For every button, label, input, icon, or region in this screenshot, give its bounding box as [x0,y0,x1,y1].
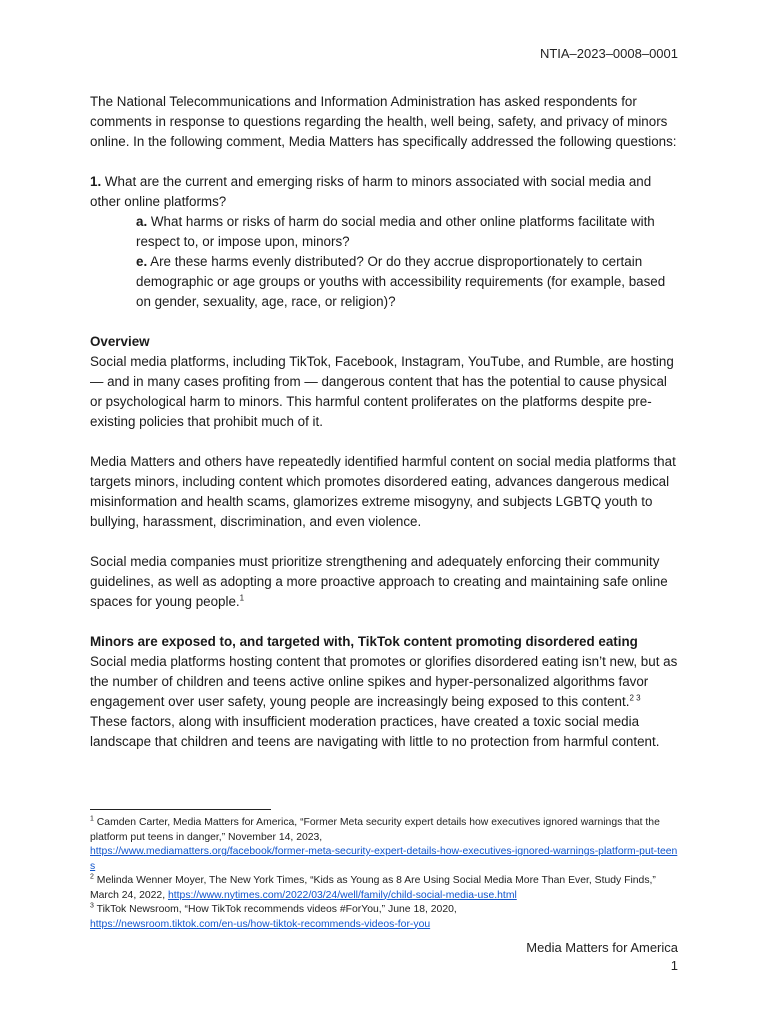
section-paragraph-1 [90,652,680,752]
section-paragraph-1b: These factors, along with insufficient moderation practices, have created a toxic social media landscape that children and teens are navigating with little to no protection from harmful content. [90,714,660,749]
overview-paragraph-3-text: Social media companies must prioritize strengthening and adequately enforcing their community guidelines, as well as adopting a more proactive approach to creating and maintaining safe online spaces for young people. [90,554,668,609]
intro-paragraph: The National Telecommunications and Information Administration has asked respondents for comments in response to questions regarding the health, well being, safety, and privacy of minors online. In the following comment, Media Matters has specifically addressed the following questions: [90,94,677,149]
footnote-2-link[interactable]: https://www.nytimes.com/2022/03/24/well/family/child-social-media-use.html [167,889,517,901]
overview-paragraph-3 [90,552,680,612]
footnotes [90,816,680,932]
footer-organization: Media Matters for America [526,940,678,955]
footnote-3-text: TikTok Newsroom, “How TikTok recommends videos #ForYou,” June 18, 2020, [96,904,457,915]
footnote-divider [90,809,271,810]
page-number: 1 [670,958,678,973]
question-1e [90,252,680,312]
overview-paragraph-1: Social media platforms, including TikTok, Facebook, Instagram, YouTube, and Rumble, are hosting — and in many cases profiting from — dangerous content that has the potential to cause physical or psychological harm to minors. This harmful content proliferates on the platforms despite pre-existing policies that prohibit much of it. [90,354,674,429]
question-1e-label: e. [136,254,148,269]
question-1-number: 1. [90,174,102,189]
footnote-3-link[interactable]: https://newsroom.tiktok.com/en-us/how-tiktok-recommends-videos-for-you [90,918,431,930]
footnote-3-number: 3 [90,902,94,910]
question-1a [90,212,680,252]
overview-paragraph-2: Media Matters and others have repeatedly identified harmful content on social media platforms that targets minors, including content which promotes disordered eating, advances dangerous medical misinformation and health scams, glamorizes extreme misogyny, and subjects LGBTQ youth to bullying, harassment, discrimination, and even violence. [90,454,676,529]
question-1a-label: a. [136,214,148,229]
section-heading-disordered-eating: Minors are exposed to, and targeted with, TikTok content promoting disordered eating [90,634,638,649]
footnote-2-number: 2 [90,873,94,881]
section-paragraph-1a: Social media platforms hosting content that promotes or glorifies disordered eating isn’t new, but as the number of children and teens active online spikes and hyper-personalized algorithms favor engagement over user safety, young people are increasingly being exposed to this content. [90,654,678,709]
footnote-1 [90,816,680,874]
footnote-1-number: 1 [90,815,94,823]
footnote-1-link[interactable]: https://www.mediamatters.org/facebook/former-meta-security-expert-details-how-executives-ignored-warnings-platform-put-teens [90,846,678,872]
footnote-3 [90,903,680,932]
footnote-ref-2-3[interactable]: 2 3 [629,693,641,703]
question-1 [90,172,680,212]
document-id: NTIA–2023–0008–0001 [539,46,678,61]
footnote-1-text: Camden Carter, Media Matters for America, “Former Meta security expert details how executives ignored warnings that the platform put teens in danger,” November 14, 2023, [90,817,660,843]
question-1-text: What are the current and emerging risks of harm to minors associated with social media and other online platforms? [90,174,652,209]
footnote-2-text: Melinda Wenner Moyer, The New York Times, “Kids as Young as 8 Are Using Social Media More Than Ever, Study Finds,” March 24, 2022, [90,875,656,901]
overview-heading: Overview [90,334,150,349]
question-1e-text: Are these harms evenly distributed? Or do they accrue disproportionately to certain demographic or age groups or youths with accessibility requirements (for example, based on gender, sexuality, age, race, or religion)? [136,254,666,309]
document-body [90,92,680,752]
footnote-ref-1[interactable]: 1 [239,593,245,603]
footnote-2 [90,874,680,903]
question-1a-text: What harms or risks of harm do social media and other online platforms facilitate with respect to, or impose upon, minors? [136,214,655,249]
